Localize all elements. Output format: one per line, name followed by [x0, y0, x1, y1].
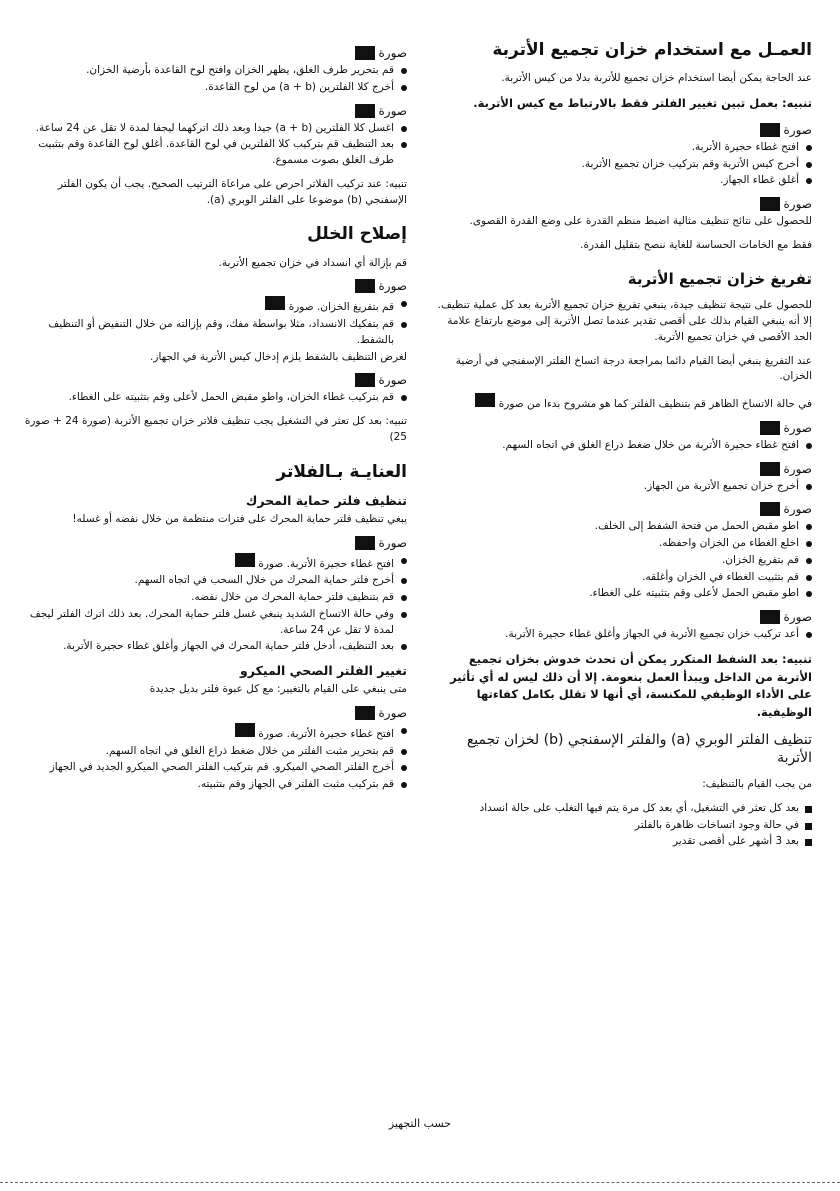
bullet-list — [437, 801, 812, 850]
bullet-list — [14, 553, 407, 656]
figure-label: صورة — [14, 279, 407, 293]
figure-label: صورة — [14, 706, 407, 720]
figure-label: صورة — [437, 462, 812, 476]
list-item: اطو مقبض الحمل من فتحة الشفط إلى الخلف. — [437, 519, 812, 535]
bullet-list — [437, 519, 812, 602]
list-item: افتح غطاء حجيرة الأتربة. صورة — [14, 723, 407, 743]
bullet-list — [14, 63, 407, 96]
note: تنبيه: بعمل تبين تغيير الفلتر فقط بالارتباط مع كيس الأتربة. — [473, 96, 812, 110]
list-item: أعد تركيب خزان تجميع الأتربة في الجهاز وأغلق غطاء حجيرة الأتربة. — [437, 627, 812, 643]
list-item: أخرج الفلتر الصحي الميكرو. قم بتركيب الفلتر الصحي الميكرو الجديد في الجهاز — [14, 760, 407, 776]
figure-number-box — [355, 536, 375, 550]
list-item: قم بتحرير طرف الغلق، يظهر الخزان وافتح لوح القاعدة بأرضية الخزان. — [14, 63, 407, 79]
section-title-filter-care: العنايـة بـالفلاتر — [276, 461, 407, 482]
list-item: أخرج خزان تجميع الأتربة من الجهاز. — [437, 479, 812, 495]
figure-number-box — [355, 104, 375, 118]
figure-label: صورة — [14, 104, 407, 118]
list-item: بعد كل تعثر في التشغيل، أي بعد كل مرة يتم فيها التغلب على حالة انسداد — [437, 801, 812, 817]
figure-label: صورة — [437, 197, 812, 211]
figure-label: صورة — [437, 421, 812, 435]
subsection-title: تغيير الفلتر الصحي الميكرو — [240, 663, 407, 678]
paragraph: فقط مع الخامات الحساسة للغاية ننصح بتقليل القدرة. — [580, 238, 812, 251]
section-title-troubleshooting: إصلاح الخلل — [307, 224, 407, 245]
figure-label: صورة — [14, 46, 407, 60]
page-footer: حسب التجهيز — [388, 1117, 452, 1130]
figure-number-box — [760, 123, 780, 137]
list-item: قم بتثبيت الغطاء في الخزان وأغلقه. — [437, 570, 812, 586]
figure-number-box — [760, 610, 780, 624]
list-item: قم بتركيب مثبت الفلتر في الجهاز وقم بتثبيته. — [14, 777, 407, 793]
list-item: بعد التنظيف قم بتركيب كلا الفلترين في لوح القاعدة. أغلق لوح القاعدة وقم بتثبيت طرف الغلق بصوت مسموع. — [14, 137, 407, 169]
paragraph: متى ينبغي على القيام بالتغيير: مع كل عبوة فلتر بديل جديدة — [149, 683, 407, 695]
paragraph: عند التفريغ ينبغي أيضا القيام دائما بمراجعة درجة اتساخ الفلتر الإسفنجي في أرضية الخزان. — [455, 354, 812, 383]
left-column — [14, 40, 407, 801]
bullet-list — [14, 121, 407, 169]
figure-number-box — [355, 373, 375, 387]
list-item: اخلع الغطاء من الخزان واحفظه. — [437, 536, 812, 552]
list-item: أخرج كيس الأتربة وقم بتركيب خزان تجميع الأتربة. — [437, 157, 812, 173]
section-title-dust-container: العمـل مع استخدام خزان تجميع الأتربة — [492, 40, 812, 60]
page-edge-divider — [0, 1182, 840, 1183]
bullet-list — [14, 723, 407, 793]
right-column — [437, 40, 812, 858]
figure-label: صورة — [437, 502, 812, 516]
figure-label: صورة — [14, 536, 407, 550]
figure-number-box — [355, 706, 375, 720]
bullet-list — [437, 438, 812, 454]
figure-number-box — [235, 723, 255, 737]
figure-number-box — [760, 421, 780, 435]
list-item: قم بتحرير مثبت الفلتر من خلال ضغط ذراع الغلق في اتجاه السهم. — [14, 744, 407, 760]
paragraph: يبغي تنظيف فلتر حماية المحرك على فترات منتظمة من خلال نفضه أو غسله! — [72, 512, 407, 525]
list-item: افتح غطاء حجيرة الأتربة. صورة — [14, 553, 407, 573]
figure-number-box — [235, 553, 255, 567]
figure-number-box — [475, 393, 495, 407]
note: تنبيه: عند تركيب الفلاتر احرص على مراعاة الترتيب الصحيح. يجب أن يكون الفلتر الإسفنجي (b) موضوعا على الفلتر الوبري (a). — [57, 177, 407, 206]
list-item: افتح غطاء حجيرة الأتربة. — [437, 140, 812, 156]
paragraph: في حالة الاتساخ الظاهر قم بتنظيف الفلتر كما هو مشروح بدءا من صورة — [437, 393, 812, 413]
note: تنبيه: بعد كل تعثر في التشغيل يجب تنظيف فلاتر خزان تجميع الأتربة (صورة 24 + صورة 25) — [24, 415, 407, 443]
figure-label: صورة — [437, 123, 812, 137]
figure-number-box — [760, 462, 780, 476]
list-item: اطو مقبض الحمل لأعلى وقم بتثبيته على الغطاء. — [437, 586, 812, 602]
bullet-list — [437, 627, 812, 643]
list-item: لغرض التنظيف بالشفط يلزم إدخال كيس الأتربة في الجهاز. — [150, 350, 407, 363]
list-item: أغلق غطاء الجهاز. — [437, 173, 812, 189]
list-item: افتح غطاء حجيرة الأتربة من خلال ضغط ذراع الغلق في اتجاه السهم. — [437, 438, 812, 454]
list-item: في حالة وجود اتساخات ظاهرة بالفلتر — [437, 818, 812, 834]
list-item: أخرج كلا الفلترين (a + b) من لوح القاعدة. — [14, 80, 407, 96]
paragraph: للحصول على نتيجة تنظيف جيدة، ينبغي تفريغ خزان تجميع الأتربة بعد كل عملية تنظيف. إلا أنه ينبغي القيام بذلك على أقصى تقدير عندما تصل الأتربة إلى موضع بارتفاع علامة الحد الأقصى في خزان تجميع الأتربة. — [437, 299, 812, 343]
list-item: قم بتركيب غطاء الخزان، واطو مقبض الحمل لأعلى وقم بتثبيته على الغطاء. — [14, 390, 407, 406]
figure-number-box — [760, 197, 780, 211]
list-item: وفي حالة الاتساخ الشديد ينبغي غسل فلتر حماية المحرك. بعد ذلك اترك الفلتر ليجف لمدة لا تقل عن 24 ساعة. — [14, 607, 407, 639]
list-item: قم بتفكيك الانسداد، مثلا بواسطة مفك، وقم بإزالته من خلال التنفيض أو التنظيف بالشفط. — [14, 317, 407, 349]
bullet-list — [14, 390, 407, 406]
paragraph: عند الحاجة يمكن أيضا استخدام خزان تجميع للأتربة بدلا من كيس الأتربة. — [501, 72, 812, 85]
list-item: قم بتنظيف فلتر حماية المحرك من خلال نفضه. — [14, 590, 407, 606]
paragraph: من يجب القيام بالتنظيف: — [702, 778, 812, 791]
list-item: أخرج فلتر حماية المحرك من خلال السحب في اتجاه السهم. — [14, 573, 407, 589]
list-item: اغسل كلا الفلترين (a + b) جيدا وبعد ذلك اتركهما ليجفا لمدة لا تقل عن 24 ساعة. — [14, 121, 407, 137]
subsection-title: تنظيف فلتر حماية المحرك — [245, 492, 407, 508]
section-title-filter-cleaning: تنظيف الفلتر الوبري (a) والفلتر الإسفنجي (b) لخزان تجميع الأتربة — [466, 732, 812, 766]
list-item: بعد التنظيف، أدخل فلتر حماية المحرك في الجهاز وأغلق غطاء حجيرة الأتربة. — [14, 639, 407, 655]
note: تنبيه: بعد الشفط المتكرر يمكن أن تحدث خدوش بخزان تجميع الأتربة من الداخل ويبدأ العمل بنعومة. إلا أن ذلك ليس له أي تأثير على الأداء الوظيفي للمكنسة، أي أنها لا تقلل بكامل كفاءتها الوظيفية. — [450, 651, 812, 720]
figure-number-box — [355, 279, 375, 293]
figure-number-box — [265, 296, 285, 310]
figure-number-box — [760, 502, 780, 516]
figure-label: صورة — [14, 373, 407, 387]
list-item: قم بتفريغ الخزان. صورة — [14, 296, 407, 316]
figure-label: صورة — [437, 610, 812, 624]
bullet-list — [437, 140, 812, 189]
list-item: بعد 3 أشهر على أقصى تقدير — [437, 834, 812, 850]
list-item: قم بتفريغ الخزان. — [437, 553, 812, 569]
figure-number-box — [355, 46, 375, 60]
bullet-list — [437, 479, 812, 495]
paragraph: للحصول على نتائج تنظيف مثالية اضبط منظم القدرة على وضع القدرة القصوى. — [469, 215, 812, 228]
section-title-emptying: تفريغ خزان تجميع الأتربة — [627, 269, 812, 288]
paragraph: قم بإزالة أي انسداد في خزان تجميع الأتربة. — [218, 256, 407, 269]
bullet-list — [14, 296, 407, 365]
